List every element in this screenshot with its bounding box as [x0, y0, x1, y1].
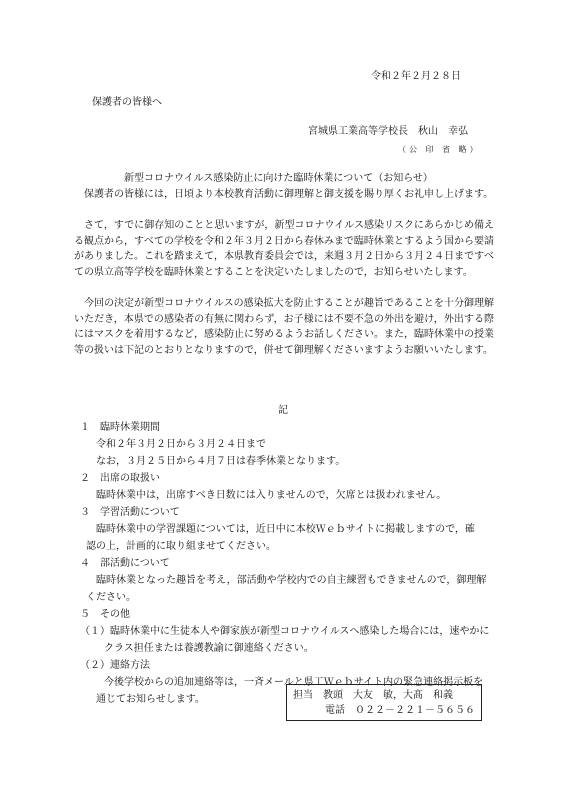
item-5-heading: ５ その他 [80, 609, 130, 620]
ki-heading: 記 [278, 405, 288, 416]
paragraph-request: 今回の決定が新型コロナウイルスの感染拡大を防止することが趣旨であることを十分御理解いただき，本県での感染者の有無に関わらず，お子様には不要不急の外出を避け，外出する際にはマスクを着用するなど，感染防止に努めるようお話しください。また，臨時休業中の授業等の扱いは下記のとおりとなりますので，併せて御理解くださいますようお願いいたします。 [74, 298, 494, 356]
sender-line: 宮城県工業高等学校長 秋山 幸弘 [308, 126, 468, 137]
item-2-line-1: 臨時休業中は，出席すべき日数には入りませんので，欠席とは扱われません。 [96, 490, 447, 501]
item-3-line-1: 臨時休業中の学習課題については，近日中に本校Ｗｅｂサイトに掲載しますので，確 [96, 524, 475, 535]
item-4-line-2: ください。 [86, 592, 136, 603]
paragraph-greeting: 保護者の皆様には，日頃より本校教育活動に御理解と御支援を賜り厚くお礼申し上げます。 [84, 189, 494, 200]
item-5-sub-1-line-1: （１）臨時休業中に生徒本人や御家族が新型コロナウイルスへ感染した場合には，速やかに [80, 626, 490, 637]
item-5-sub-2-heading: （２）連絡方法 [80, 660, 150, 671]
item-5-sub-1-line-2: クラス担任または養護教諭に御連絡ください。 [104, 643, 314, 654]
seal-omitted-note: （公 印 省 略） [398, 145, 481, 154]
item-5-sub-2-line-2: 通じてお知らせします。 [96, 694, 205, 705]
item-5-sub-2-line-1: 今後学校からの追加連絡等は，一斉メールと県工Ｗｅｂサイト内の緊急連絡掲示板を [104, 677, 484, 688]
contact-box [286, 684, 482, 721]
item-4-line-1: 臨時休業となった趣旨を考え，部活動や学校内での自主練習もできませんので，御理解 [96, 575, 487, 586]
item-1-line-1: 令和２年３月２日から３月２４日まで [96, 439, 266, 450]
document-title: 新型コロナウイルス感染防止に向けた臨時休業について（お知らせ） [124, 173, 433, 184]
item-4-heading: ４ 部活動について [80, 558, 170, 569]
item-1-line-2: なお，３月２５日から４月７日は春季休業となります。 [96, 456, 346, 467]
item-1-heading: １ 臨時休業期間 [80, 422, 160, 433]
contact-person: 担当 教頭 大友 敏，大髙 和義 [293, 690, 453, 701]
item-3-heading: ３ 学習活動について [80, 507, 180, 518]
item-3-line-2: 認の上，計画的に取り組ませてください。 [86, 541, 276, 552]
paragraph-background: さて，すでに御存知のことと思いますが，新型コロナウイルス感染リスクにあらかじめ備える観点から，すべての学校を令和２年３月２日から春休みまで臨時休業とするよう国から要請がありました。これを踏まえて，本県教育委員会では，来週３月２日から３月２４日まですべての県立高等学校を臨時休業とすることを決定いたしましたので，お知らせいたします。 [74, 220, 494, 278]
recipient-line: 保護者の皆様へ [92, 97, 162, 108]
item-2-heading: ２ 出席の取扱い [80, 473, 160, 484]
document-date: 令和２年２月２８日 [371, 71, 461, 82]
contact-phone: 電話 ０２２－２２１－５６５６ [325, 705, 475, 716]
